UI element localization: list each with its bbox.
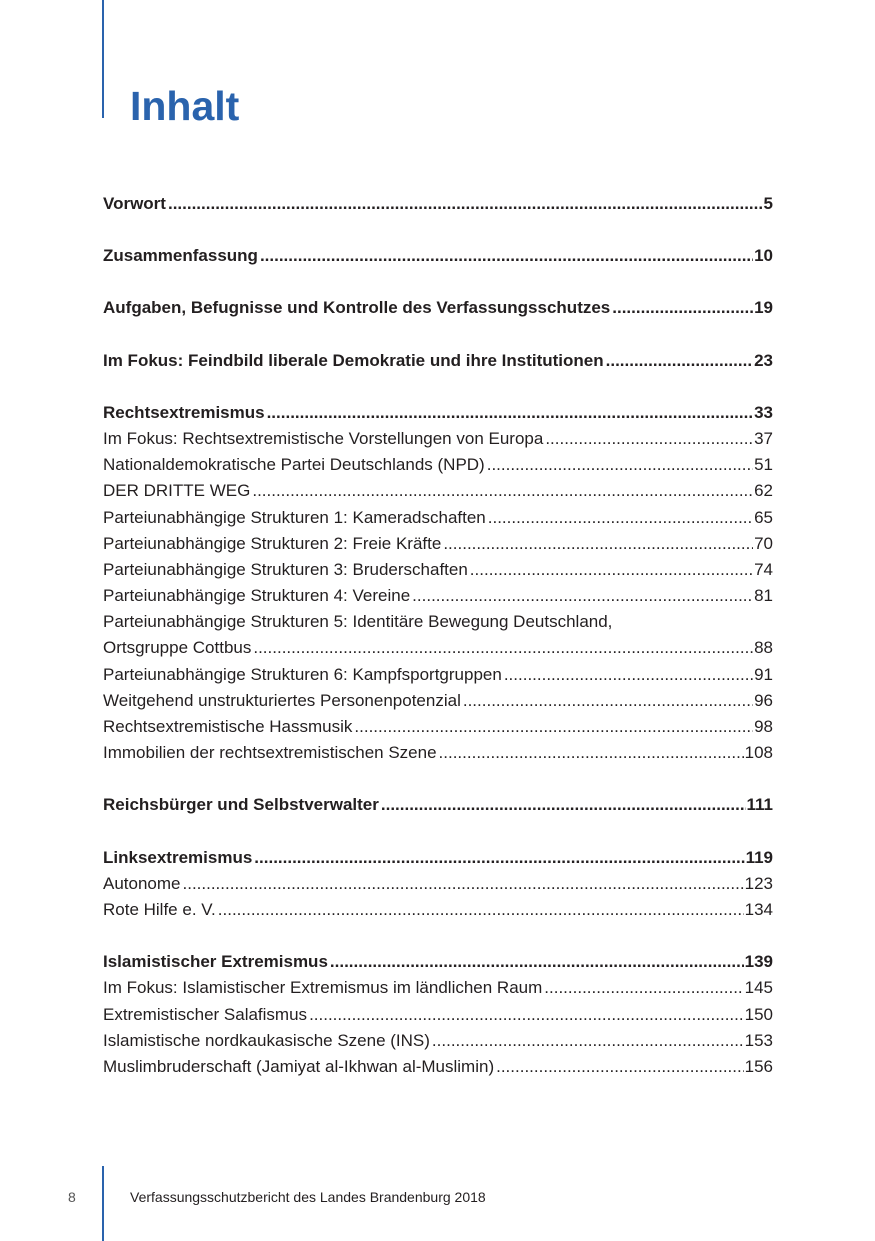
toc-entry-label: Reichsbürger und Selbstverwalter (103, 795, 379, 815)
toc-dot-leader (354, 714, 753, 740)
toc-page-number: 33 (754, 402, 773, 422)
toc-page-number: 156 (744, 1056, 773, 1076)
toc-page-number: 150 (744, 1004, 773, 1024)
toc-subentry[interactable] (103, 609, 773, 635)
header-accent-line (102, 0, 104, 118)
toc-subentry[interactable] (103, 714, 773, 740)
toc-entry-label: Parteiunabhängige Strukturen 5: Identitäre Bewegung Deutschland, (103, 612, 613, 632)
toc-page-number: 74 (754, 559, 773, 579)
toc-subentry[interactable] (103, 478, 773, 504)
toc-subentry[interactable] (103, 583, 773, 609)
toc-entry-label: Parteiunabhängige Strukturen 2: Freie Kräfte (103, 533, 442, 553)
toc-entry-label: Parteiunabhängige Strukturen 1: Kameradschaften (103, 507, 486, 527)
toc-entry-label: Nationaldemokratische Partei Deutschlands (NPD) (103, 455, 485, 475)
toc-dot-leader (612, 295, 753, 321)
toc-page-number: 108 (744, 743, 773, 763)
toc-dot-leader (504, 662, 753, 688)
toc-page-number: 98 (754, 717, 773, 736)
toc-page-number: 123 (744, 873, 773, 893)
toc-chapter-entry[interactable] (103, 949, 773, 975)
toc-subentry[interactable] (103, 531, 773, 557)
toc-entry-label: Aufgaben, Befugnisse und Kontrolle des Verfassungsschutzes (103, 298, 611, 318)
toc-subentry[interactable] (103, 1002, 773, 1028)
toc-dot-leader (183, 871, 744, 897)
toc-dot-leader (496, 1054, 744, 1080)
toc-page-number: 37 (754, 428, 773, 448)
toc-dot-leader (488, 505, 753, 531)
toc-entry-label: Islamistische nordkaukasische Szene (INS) (103, 1030, 430, 1050)
toc-entry-label: Rechtsextremistische Hassmusik (103, 717, 353, 736)
toc-dot-leader (606, 348, 753, 374)
toc-dot-leader (544, 975, 743, 1001)
toc-dot-leader (168, 191, 763, 217)
toc-subentry[interactable] (103, 635, 773, 661)
toc-page-number: 96 (754, 690, 773, 710)
toc-dot-leader (252, 478, 753, 504)
toc-page-number: 153 (744, 1030, 773, 1050)
toc-dot-leader (260, 243, 753, 269)
toc-dot-leader (432, 1028, 744, 1054)
toc-entry-label: Ortsgruppe Cottbus (103, 638, 252, 658)
toc-subentry[interactable] (103, 871, 773, 897)
toc-subentry[interactable] (103, 426, 773, 452)
toc-dot-leader (470, 557, 753, 583)
toc-page-number: 62 (754, 481, 773, 501)
toc-subentry[interactable] (103, 557, 773, 583)
section-spacer (103, 217, 773, 243)
toc-page-number: 119 (745, 847, 773, 867)
section-spacer (103, 322, 773, 348)
toc-dot-leader (439, 740, 744, 766)
toc-dot-leader (412, 583, 753, 609)
toc-entry-label: Parteiunabhängige Strukturen 6: Kampfsportgruppen (103, 664, 502, 684)
toc-dot-leader (487, 452, 753, 478)
footer-page-number: 8 (68, 1189, 76, 1205)
toc-page-number: 10 (754, 246, 773, 266)
toc-subentry[interactable] (103, 662, 773, 688)
toc-subentry[interactable] (103, 897, 773, 923)
section-spacer (103, 766, 773, 792)
toc-subentry[interactable] (103, 688, 773, 714)
toc-subentry[interactable] (103, 1028, 773, 1054)
toc-entry-label: Autonome (103, 873, 181, 893)
toc-dot-leader (254, 845, 744, 871)
toc-entry-label: Zusammenfassung (103, 246, 258, 266)
toc-entry-label: Parteiunabhängige Strukturen 4: Vereine (103, 586, 411, 606)
toc-subentry[interactable] (103, 505, 773, 531)
toc-dot-leader (443, 531, 753, 557)
section-spacer (103, 923, 773, 949)
toc-entry-label: Parteiunabhängige Strukturen 3: Bruderschaften (103, 559, 468, 579)
toc-entry-label: Vorwort (103, 194, 166, 213)
toc-dot-leader (545, 426, 753, 452)
toc-subentry[interactable] (103, 975, 773, 1001)
toc-dot-leader (381, 792, 746, 818)
toc-dot-leader (463, 688, 753, 714)
toc-page-number: 145 (744, 978, 773, 998)
toc-entry-label: Weitgehend unstrukturiertes Personenpotenzial (103, 690, 461, 710)
toc-entry-label: Im Fokus: Feindbild liberale Demokratie und ihre Institutionen (103, 350, 604, 370)
toc-entry-label: Muslimbruderschaft (Jamiyat al-Ikhwan al-Muslimin) (103, 1056, 495, 1076)
toc-page-number: 23 (754, 350, 773, 370)
toc-subentry[interactable] (103, 1054, 773, 1080)
toc-page-number: 5 (763, 194, 773, 213)
footer-accent-line (102, 1166, 104, 1241)
toc-page-number: 134 (744, 899, 773, 919)
toc-dot-leader (218, 897, 744, 923)
toc-entry-label: Linksextremismus (103, 847, 253, 867)
toc-entry-label: Rechtsextremismus (103, 402, 265, 422)
toc-chapter-entry[interactable] (103, 348, 773, 374)
toc-page-number: 51 (754, 455, 773, 475)
toc-page-number: 81 (754, 586, 773, 606)
toc-page-number: 139 (744, 952, 773, 972)
toc-dot-leader (253, 635, 753, 661)
toc-entry-label: Im Fokus: Islamistischer Extremismus im ländlichen Raum (103, 978, 543, 998)
toc-page-number: 111 (746, 795, 773, 815)
section-spacer (103, 374, 773, 400)
toc-page-number: 88 (754, 638, 773, 658)
toc-chapter-entry[interactable] (103, 295, 773, 321)
section-spacer (103, 269, 773, 295)
toc-entry-label: Islamistischer Extremismus (103, 952, 328, 972)
toc-entry-label: Extremistischer Salafismus (103, 1004, 308, 1024)
toc-page-number: 19 (754, 298, 773, 318)
toc-page-number: 70 (754, 533, 773, 553)
toc-chapter-entry[interactable] (103, 191, 773, 217)
section-spacer (103, 819, 773, 845)
toc-dot-leader (267, 400, 754, 426)
table-of-contents (103, 191, 773, 1080)
toc-subentry[interactable] (103, 740, 773, 766)
toc-dot-leader (309, 1002, 744, 1028)
toc-subentry[interactable] (103, 452, 773, 478)
toc-chapter-entry[interactable] (103, 400, 773, 426)
toc-dot-leader (330, 949, 744, 975)
toc-chapter-entry[interactable] (103, 243, 773, 269)
toc-chapter-entry[interactable] (103, 792, 773, 818)
page-title: Inhalt (130, 83, 240, 129)
toc-page-number: 91 (754, 664, 773, 684)
toc-entry-label: DER DRITTE WEG (103, 481, 251, 501)
footer-title: Verfassungsschutzbericht des Landes Brandenburg 2018 (130, 1189, 486, 1205)
toc-chapter-entry[interactable] (103, 845, 773, 871)
toc-entry-label: Im Fokus: Rechtsextremistische Vorstellungen von Europa (103, 428, 544, 448)
toc-entry-label: Rote Hilfe e. V. (103, 899, 216, 919)
toc-entry-label: Immobilien der rechtsextremistischen Szene (103, 743, 437, 763)
toc-page-number: 65 (754, 507, 773, 527)
